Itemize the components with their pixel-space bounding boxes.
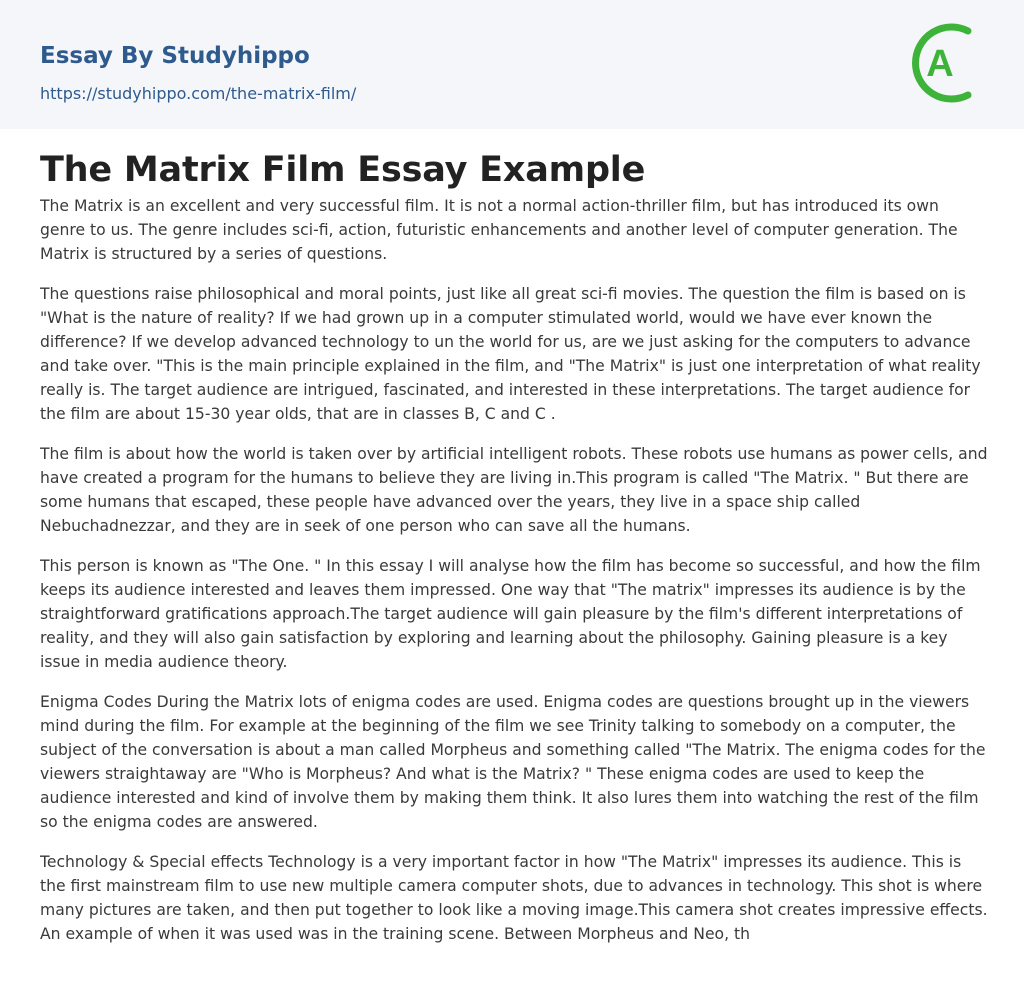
essay-paragraph-4: This person is known as "The One. " In this essay I will analyse how the film has become so successful, and how the film keeps its audience interested and leaves them impressed. One way that "The matrix" impresses its audience is by the straightforward gratifications approach.The target audience will gain pleasure by the film's different interpretations of reality, and they will also gain satisfaction by exploring and learning about the philosophy. Gaining pleasure is a key issue in media audience theory. — [40, 557, 981, 671]
title-container — [40, 0, 645, 194]
brand-title[interactable]: Essay By Studyhippo — [40, 43, 310, 69]
logo-letter: A — [926, 43, 954, 85]
page-title: The Matrix Film Essay Example — [40, 150, 646, 190]
essay-paragraph-2: The questions raise philosophical and moral points, just like all great sci-fi movies. The question the film is based on is "What is the nature of reality? If we had grown up in a computer stimulated world, would we have ever known the difference? If we develop advanced technology to un the world for us, are we just asking for the computers to advance and take over. "This is the main principle explained in the film, and "The Matrix" is just one interpretation of what reality really is. The target audience are intrigued, fascinated, and interested in these interpretations. The target audience for the film are about 15-30 year olds, that are in classes B, C and C . — [40, 285, 981, 423]
essay-url-link[interactable]: https://studyhippo.com/the-matrix-film/ — [40, 84, 357, 103]
essay-paragraph-6: Technology & Special effects Technology is a very important factor in how "The Matrix" impresses its audience. This is the first mainstream film to use new multiple camera computer shots, due to advances in technology. This shot is where many pictures are taken, and then put together to look like a moving image.This camera shot creates impressive effects. An example of when it was used was in the training scene. Between Morpheus and Neo, th — [40, 853, 988, 943]
essay-paragraph-3: The film is about how the world is taken over by artificial intelligent robots. These robots use humans as power cells, and have created a program for the humans to believe they are living in.This program is called "The Matrix. " But there are some humans that escaped, these people have advanced over the years, they live in a space ship called Nebuchadnezzar, and they are in seek of one person who can save all the humans. — [40, 445, 988, 535]
essay-body — [40, 194, 988, 954]
essay-paragraph-1: The Matrix is an excellent and very successful film. It is not a normal action-thriller film, but has introduced its own genre to us. The genre includes sci-fi, action, futuristic enhancements and another level of computer generation. The Matrix is structured by a series of questions. — [40, 197, 958, 263]
essay-paragraph-5: Enigma Codes During the Matrix lots of enigma codes are used. Enigma codes are questions brought up in the viewers mind during the film. For example at the beginning of the film we see Trinity talking to somebody on a computer, the subject of the conversation is about a man called Morpheus and something called "The Matrix. The enigma codes for the viewers straightaway are "Who is Morpheus? And what is the Matrix? " These enigma codes are used to keep the audience interested and kind of involve them by making them think. It also lures them into watching the rest of the film so the enigma codes are answered. — [40, 693, 986, 831]
studyhippo-logo-icon[interactable] — [906, 20, 992, 106]
